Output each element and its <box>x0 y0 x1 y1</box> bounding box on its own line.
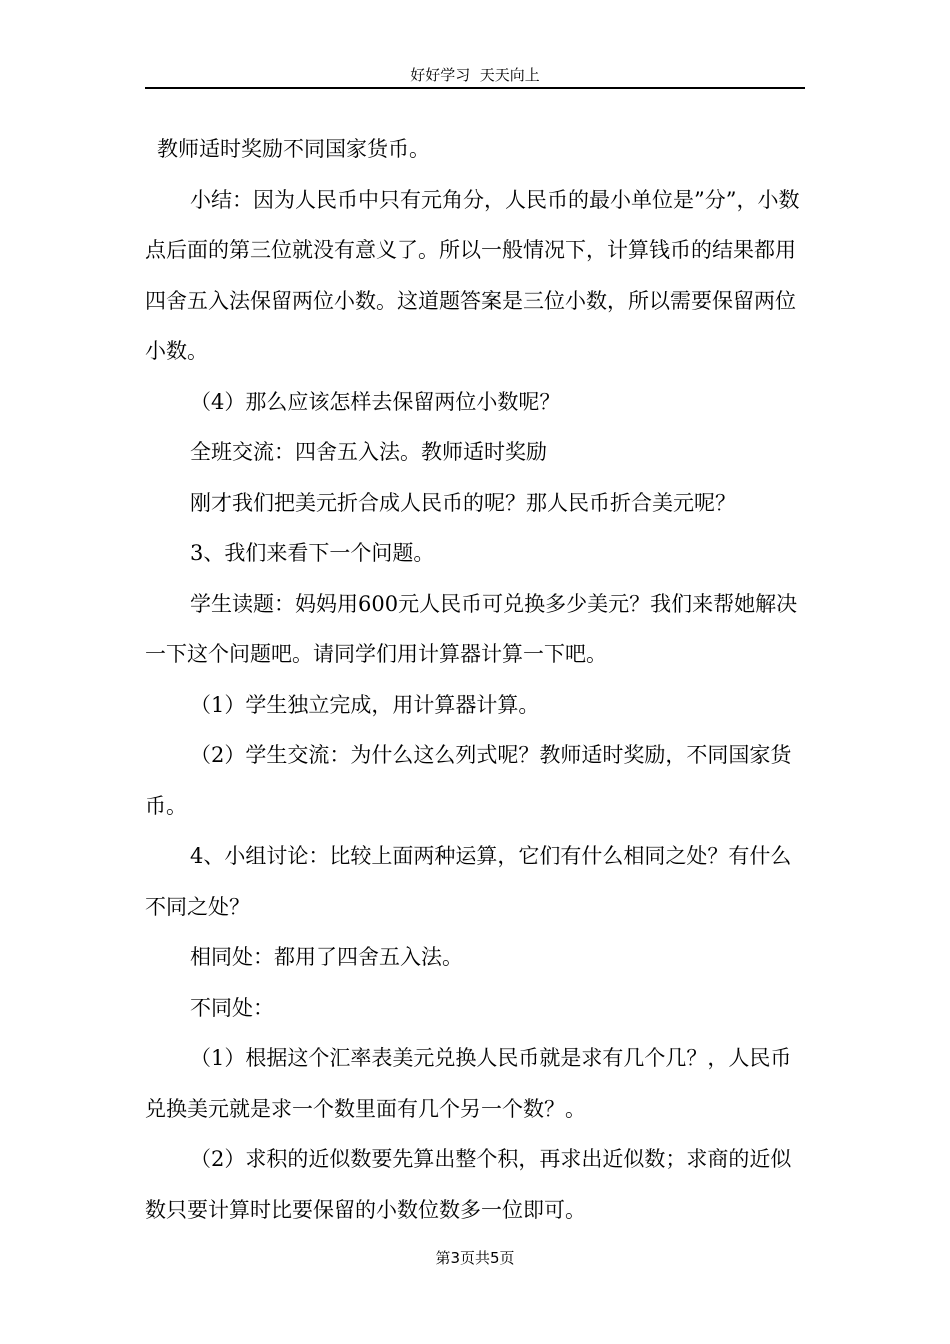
page-header: 好好学习 天天向上 <box>410 66 540 84</box>
page-footer: 第3页共5页 <box>435 1249 515 1267</box>
paragraph: 相同处：都用了四舍五入法。 <box>190 945 463 969</box>
paragraph: 3、我们来看下一个问题。 <box>190 541 435 565</box>
paragraph: 刚才我们把美元折合成人民币的呢？那人民币折合美元呢？ <box>190 490 736 515</box>
paragraph: （4）那么应该怎样去保留两位小数呢？ <box>190 389 561 414</box>
paragraph: 学生读题：妈妈用600元人民币可兑换多少美元？我们来帮她解决一下这个问题吧。请同学们用计算器计算一下吧。 <box>145 591 798 666</box>
header-divider <box>145 87 805 89</box>
paragraph: 全班交流：四舍五入法。教师适时奖励 <box>190 440 547 464</box>
paragraph: （2）求积的近似数要先算出整个积，再求出近似数；求商的近似数只要计算时比要保留的小数位数多一位即可。 <box>145 1147 792 1222</box>
paragraph: 不同处： <box>190 995 274 1020</box>
document-body <box>145 124 805 1235</box>
paragraph: （1）根据这个汇率表美元兑换人民币就是求有几个几？，人民币兑换美元就是求一个数里面有几个另一个数？。 <box>145 1046 792 1121</box>
paragraph: 小结：因为人民币中只有元角分，人民币的最小单位是”分”，小数点后面的第三位就没有意义了。所以一般情况下，计算钱币的结果都用四舍五入法保留两位小数。这道题答案是三位小数，所以需要保留两位小数。 <box>145 187 800 363</box>
paragraph: 4、小组讨论：比较上面两种运算，它们有什么相同之处？有什么不同之处？ <box>145 844 792 919</box>
paragraph: （1）学生独立完成，用计算器计算。 <box>190 692 540 717</box>
paragraph: （2）学生交流：为什么这么列式呢？教师适时奖励，不同国家货币。 <box>145 743 792 818</box>
paragraph: 教师适时奖励不同国家货币。 <box>157 137 430 161</box>
